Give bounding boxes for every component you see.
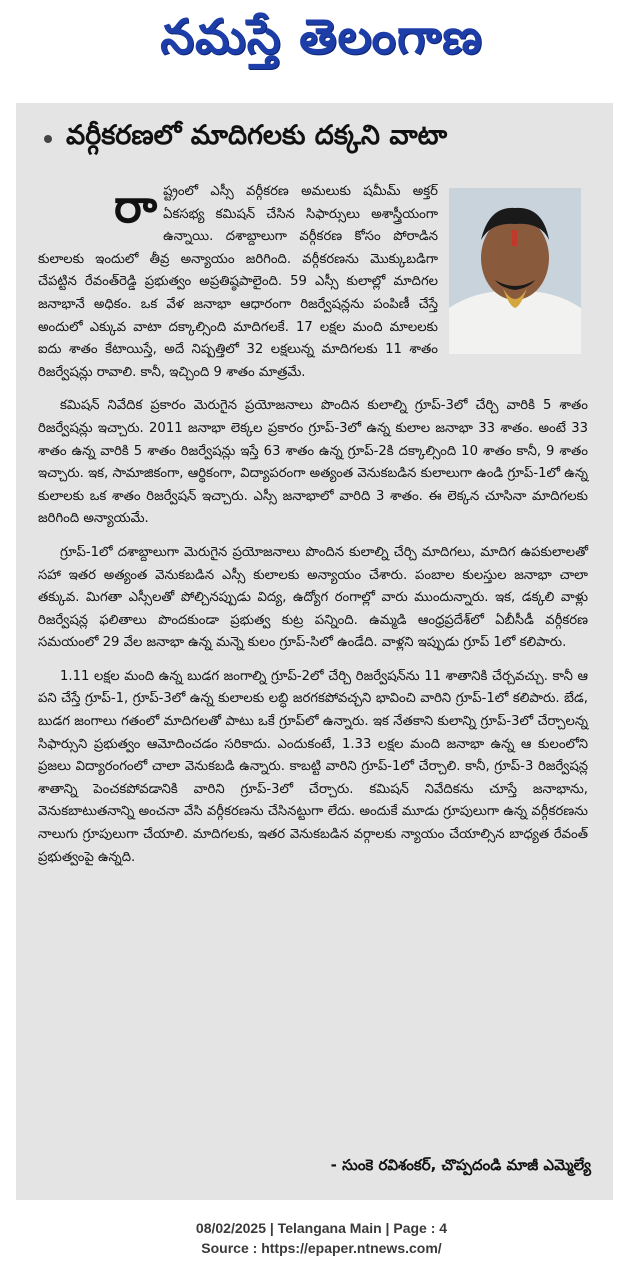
article-paragraph: 1.11 లక్షల మంది ఉన్న బుడగ జంగాల్ని గ్రూప్-2లో చేర్చి రిజర్వేషన్‌ను 11 శాతానికి చేర్చవచ్చు. కానీ ఆ పని చేస్తే గ్రూప్-1, గ్రూప్-3లో ఉన్న కులాలకు లబ్ధి జరగకపోవచ్చని భావించి వారిని గ్రూప్-1లో కలిపారు. బేడ, బుడగ జంగాలు గతంలో మాదిగలతో పాటు ఒకే గ్రూప్‌లో ఉన్నారు. ఇక నేతకాని కులాన్ని గ్రూప్-3లో చేర్చాలన్న సిఫార్సుని ప్రభుత్వం ఆమోదించడం సరికాదు. ఎందుకంటే, 1.33 లక్షల మంది జనాభా ఉన్న ఆ కులంలోని ప్రజలు విద్యారంగంలో చాలా వెనుకబడి ఉన్నారు. కాబట్టి వారిని గ్రూప్-1లో చేర్చాలి. కానీ, గ్రూప్-3 రిజర్వేషన్ల శాతాన్ని పెంచకపోవడానికి వారిని గ్రూప్-3లో చేర్చారు. కమిషన్ నివేదికను చూస్తే జనాభాను, వెనుకబాటుతనాన్ని అంచనా వేసి వర్గీకరణను చేసినట్టుగా లేదు. అందుకే మూడు గ్రూపులుగా ఉన్న వర్గీకరణను నాలుగు గ్రూపులుగా చేయాలి. మాదిగలకు, ఇతర వెనుకబడిన వర్గాలకు న్యాయం చేయాల్సిన బాధ్యత రేవంత్ ప్రభుత్వంపై ఉన్నది.: [38, 668, 588, 865]
bullet-icon: [44, 135, 52, 143]
masthead: [0, 8, 643, 78]
article-paragraph: గ్రూప్-1లో దశాబ్దాలుగా మెరుగైన ప్రయోజనాలు పొందిన కులాల్ని చేర్చి మాదిగలు, మాదిగ ఉపకులాలతో సహా ఇతర అత్యంత వెనుకబడిన ఎస్సీ కులాలకు అన్యాయం చేశారు. పంబాల కులస్తుల జనాభా చాలా తక్కువ. మిగతా ఎస్సీలతో పోల్చినప్పుడు విద్య, ఉద్యోగ రంగాల్లో వారు ముందున్నారు. ఇక, డక్కలి వాళ్లు రిజర్వేషన్ల ఫలితాలు పొందకుండా ప్రభుత్వ కుట్ర పన్నింది. ఉమ్మడి ఆంధ్రప్రదేశ్‌లో ఏబీసీడీ వర్గీకరణ సమయంలో 29 వేల జనాభా ఉన్న మన్నె కులం గ్రూప్-సిలో ఉండేది. వాళ్లని ఇప్పుడు గ్రూప్ 1లో కలిపారు.: [38, 544, 588, 651]
article-panel: [16, 103, 613, 1200]
dropcap: రా: [114, 179, 158, 233]
footer-source-line: Source : https://epaper.ntnews.com/: [201, 1240, 442, 1256]
article-paragraph: ష్ట్రంలో ఎస్సీ వర్గీకరణ అమలుకు షమీమ్ అక్తర్ ఏకసభ్య కమిషన్ చేసిన సిఫార్సులు అశాస్త్రీయంగా ఉన్నాయి. దశాబ్దాలుగా వర్గీకరణ కోసం పోరాడిన కులాలకు ఇందులో తీవ్ర అన్యాయం జరిగింది. వర్గీకరణను మొక్కుబడిగా చేపట్టిన రేవంత్‌రెడ్డి ప్రభుత్వం అప్రతిష్ఠపాలైంది. 59 ఎస్సీ కులాల్లో మాదిగల జనాభానే అధికం. ఒక వేళ జనాభా ఆధారంగా రిజర్వేషన్లను పంపిణీ చేస్తే అందులో ఎక్కువ వాటా దక్కాల్సింది మాదిగలకే. 17 లక్షల మంది మాలలకు ఐదు శాతం కేటాయిస్తే, అదే నిష్పత్తిలో 32 లక్షలున్న మాదిగలకు 11 శాతం రిజర్వేషన్లు రావాలి. కానీ, ఇచ్చింది 9 శాతం మాత్రమే.: [38, 184, 438, 380]
headline-text: వర్గీకరణలో మాదిగలకు దక్కని వాటా: [66, 120, 448, 151]
article-paragraph: కమిషన్ నివేదిక ప్రకారం మెరుగైన ప్రయోజనాలు పొందిన కులాల్ని గ్రూప్-3లో చేర్చి వారికి 5 శాతం రిజర్వేషన్లు ఇచ్చారు. 2011 జనాభా లెక్కల ప్రకారం గ్రూప్-3లో ఉన్న కులాల జనాభా 33 శాతం. అంటే 33 శాతం ఉన్న వారికి 5 శాతం రిజర్వేషన్లు ఇస్తే 63 శాతం ఉన్న గ్రూప్-2కి దక్కాల్సింది 10 శాతం కానీ, 9 శాతం ఇచ్చారు. ఇక, సామాజికంగా, ఆర్థికంగా, విద్యాపరంగా అత్యంత వెనుకబడిన కులాలుగా ఉండి గ్రూప్-1లో ఉన్న కులాలకు ఒక శాతం రిజర్వేషన్ ఇచ్చారు. ఎస్సీ జనాభాలో వారిది 3 శాతం. ఈ లెక్కన చూసినా మాదిగలకు జరిగింది అన్యాయమే.: [38, 398, 588, 527]
headline: [36, 119, 596, 159]
byline: - సుంకె రవిశంకర్, చొప్పదండి మాజీ ఎమ్మెల్యే: [330, 1156, 591, 1174]
footer-date-line: 08/02/2025 | Telangana Main | Page : 4: [195, 1220, 448, 1236]
masthead-title: నమస్తే తెలంగాణ: [160, 9, 483, 65]
article-body: [38, 181, 588, 880]
footer: [0, 1218, 643, 1258]
